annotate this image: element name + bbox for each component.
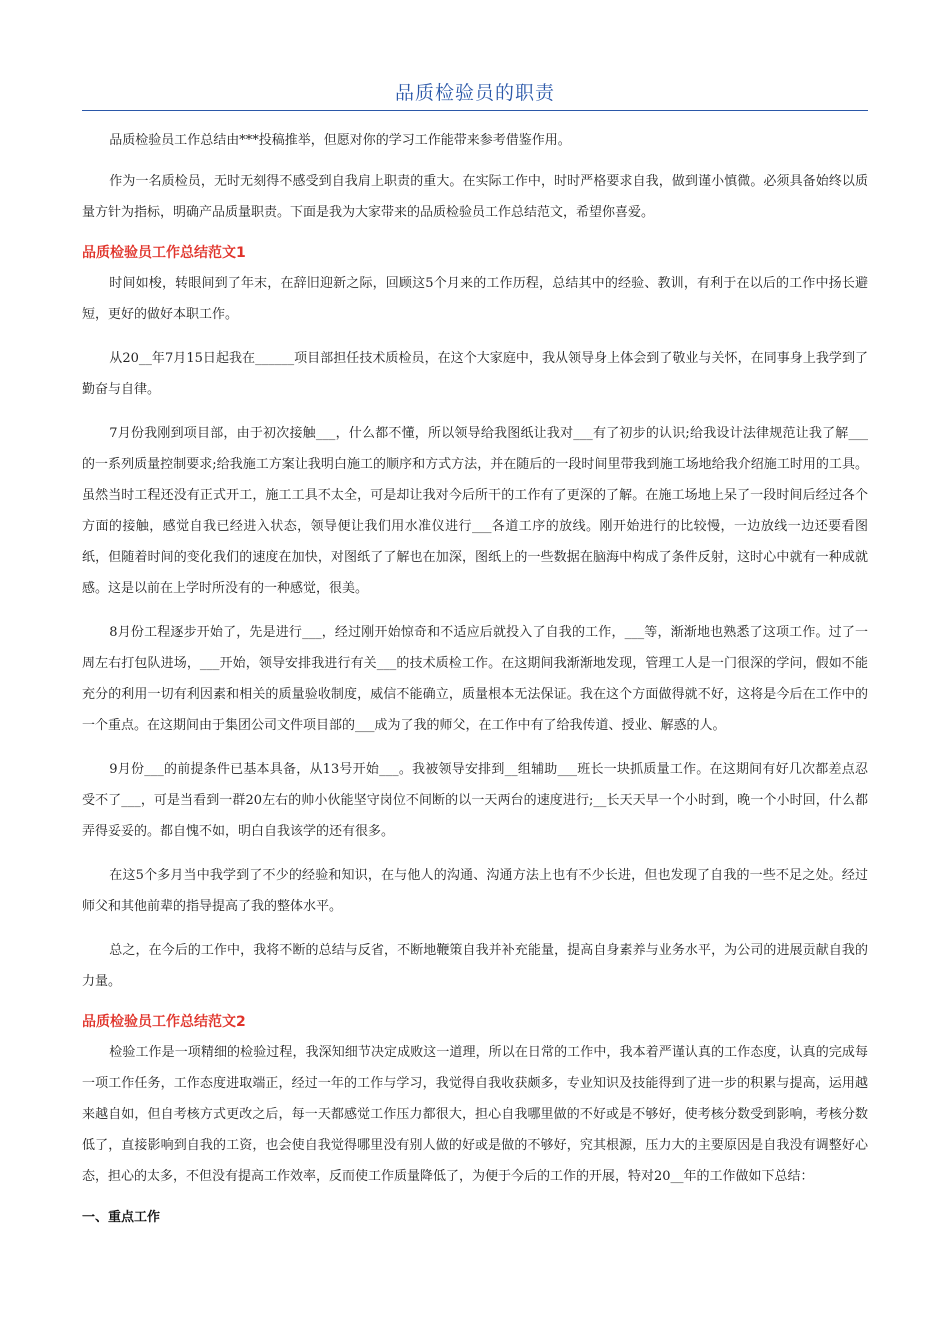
intro-paragraph: 品质检验员工作总结由***投稿推举，但愿对你的学习工作能带来参考借鉴作用。 (109, 133, 571, 148)
section-heading-2: 品质检验员工作总结范文2 (82, 1014, 246, 1030)
document-page (82, 78, 868, 1225)
section1-paragraph-2: 从20__年7月15日起我在______项目部担任技术质检员，在这个大家庭中，我从领导身上体会到了敬业与关怀，在同事身上我学到了勤奋与自律。 (82, 351, 868, 397)
section1-paragraph-3: 7月份我刚到项目部，由于初次接触___，什么都不懂，所以领导给我图纸让我对___有了初步的认识;给我设计法律规范让我了解___的一系列质量控制要求;给我施工方案让我明白施工的顺序和方式方法，并在随后的一段时间里带我到施工场地给我介绍施工时用的工具。虽然当时工程还没有正式开工，施工工具不太全，可是却让我对今后所干的工作有了更深的了解。在施工场地上呆了一段时间后经过各个方面的接触，感觉自我已经进入状态，领导便让我们用水准仪进行___各道工序的放线。刚开始进行的比较慢，一边放线一边还要看图纸，但随着时间的变化我们的速度在加快，对图纸了了解也在加深，图纸上的一些数据在脑海中构成了条件反射，这时心中就有一种成就感。这是以前在上学时所没有的一种感觉，很美。 (82, 426, 868, 596)
section1-paragraph-5: 9月份___的前提条件已基本具备，从13号开始___。我被领导安排到__组辅助___班长一块抓质量工作。在这期间有好几次都差点忍受不了___，可是当看到一群20左右的帅小伙能坚守岗位不间断的以一天两台的速度进行;__长天天早一个小时到，晚一个小时回，什么都弄得妥妥的。都自愧不如，明白自我该学的还有很多。 (82, 762, 868, 839)
section1-paragraph-7: 总之，在今后的工作中，我将不断的总结与反省，不断地鞭策自我并补充能量，提高自身素养与业务水平，为公司的进展贡献自我的力量。 (82, 943, 868, 989)
section1-paragraph-4: 8月份工程逐步开始了，先是进行___，经过刚开始惊奇和不适应后就投入了自我的工作，___等，渐渐地也熟悉了这项工作。过了一周左右打包队进场，___开始，领导安排我进行有关___的技术质检工作。在这期间我渐渐地发现，管理工人是一门很深的学问，假如不能充分的利用一切有利因素和相关的质量验收制度，威信不能确立，质量根本无法保证。我在这个方面做得就不好，这将是今后在工作中的一个重点。在这期间由于集团公司文件项目部的___成为了我的师父，在工作中有了给我传道、授业、解惑的人。 (82, 625, 868, 733)
section1-paragraph-1: 时间如梭，转眼间到了年末，在辞旧迎新之际，回顾这5个月来的工作历程，总结其中的经验、教训，有利于在以后的工作中扬长避短，更好的做好本职工作。 (82, 276, 868, 322)
section-heading-1: 品质检验员工作总结范文1 (82, 245, 246, 261)
section2-paragraph-1: 检验工作是一项精细的检验过程，我深知细节决定成败这一道理，所以在日常的工作中，我本着严谨认真的工作态度，认真的完成每一项工作任务，工作态度进取端正，经过一年的工作与学习，我觉得自我收获颇多，专业知识及技能得到了进一步的积累与提高，运用越来越自如，但自考核方式更改之后，每一天都感觉工作压力都很大，担心自我哪里做的不好或是不够好，使考核分数受到影响，考核分数低了，直接影响到自我的工资，也会使自我觉得哪里没有别人做的好或是做的不够好，究其根源，压力大的主要原因是自我没有调整好心态，担心的太多，不但没有提高工作效率，反而使工作质量降低了，为便于今后的工作的开展，特对20__年的工作做如下总结： (82, 1045, 868, 1184)
page-title: 品质检验员的职责 (82, 78, 868, 111)
subheading-key-work: 一、重点工作 (82, 1210, 161, 1225)
section1-paragraph-6: 在这5个多月当中我学到了不少的经验和知识，在与他人的沟通、沟通方法上也有不少长进，但也发现了自我的一些不足之处。经过师父和其他前辈的指导提高了我的整体水平。 (82, 868, 868, 914)
intro-paragraph-2: 作为一名质检员，无时无刻得不感受到自我肩上职责的重大。在实际工作中，时时严格要求自我，做到谨小慎微。必须具备始终以质量方针为指标，明确产品质量职责。下面是我为大家带来的品质检验员工作总结范文，希望你喜爱。 (82, 174, 868, 220)
